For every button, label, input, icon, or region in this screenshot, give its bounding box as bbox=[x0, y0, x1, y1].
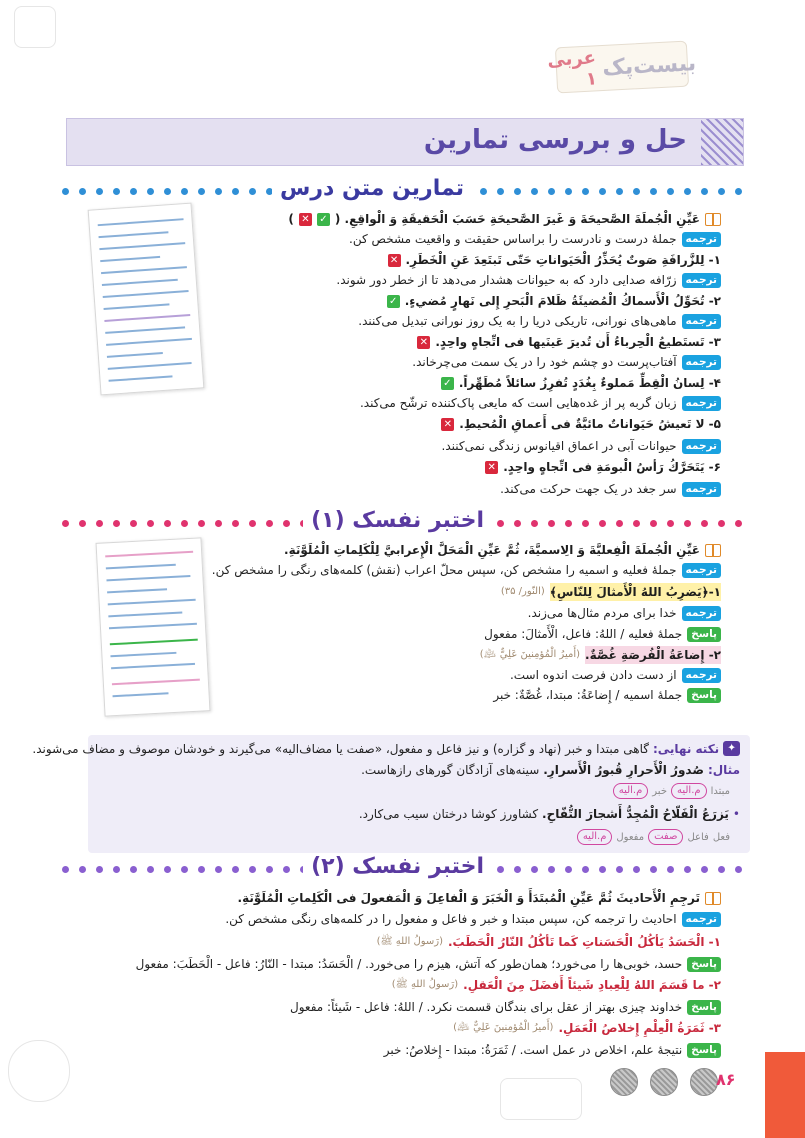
check-icon: ✓ bbox=[387, 295, 400, 308]
dot-divider bbox=[62, 520, 307, 528]
exercise-1-item: ۶- يَتَحَرَّكُ رَأسُ الْبومَةِ فی اتِّجاهٍ واحِدٍ. ✕ bbox=[485, 458, 721, 476]
exercise-2-question-1: ۱-﴿يَضرِبُ اللهُ الْأَمثالَ لِلنّاسِ﴾ (النّور/ ۳۵) bbox=[500, 585, 721, 599]
exercise-3-question-2: ۲- ما قَسَمَ اللهُ لِلْعِبادِ شَيئاً أَفضَلَ مِنَ الْعَقلِ. (رَسولُ اللهِ ﷺ) bbox=[391, 978, 721, 992]
decorative-frame bbox=[8, 1040, 70, 1102]
exercise-1-item: ۴- لِسانُ الْقِطِّ مَملوءٌ بِغُدَدٍ تُفرِزُ سائلاً مُطَهِّراً. ✓ bbox=[441, 374, 721, 392]
section-title-2: اختبر نفسک (۱) bbox=[303, 508, 492, 533]
brand-badge bbox=[546, 41, 697, 94]
page-edge-tab bbox=[765, 1052, 805, 1138]
exercise-1-item-translation: ترجمه زرّافه صدایی دارد که به حیوانات هشدار می‌دهد تا از خطر دور شوند. bbox=[336, 271, 721, 289]
cross-icon: ✕ bbox=[417, 336, 430, 349]
dot-divider bbox=[497, 866, 742, 874]
exercise-1-item: ۵- لا تَعيشُ حَيَواناتٌ مائيَّةٌ فی أَعماقِ الْمُحيطِ. ✕ bbox=[441, 415, 721, 433]
section-title-3: اختبر نفسک (۲) bbox=[303, 854, 492, 879]
translation-tag: ترجمه bbox=[682, 232, 721, 247]
exercise-1-instruction: عَيِّنِ الْجُملَةَ الصَّحيحَةَ وَ غَيرَ الصَّحيحَةِ حَسَبَ الْحَقيقَةِ وَ الْواقِعِ. ( ✓ ✕ ) bbox=[288, 210, 721, 228]
exercise-3-question-3-answer: پاسخ نتیجهٔ علم، اخلاص در عمل است. / ثَمَرَةُ: مبتدا - إِخلاصُ: خبر bbox=[384, 1041, 721, 1059]
textbook-page-thumbnail bbox=[96, 537, 211, 716]
note-icon: ✦ bbox=[723, 741, 740, 756]
final-note-box bbox=[32, 735, 750, 853]
exercise-2-translation: ترجمه جملهٔ فعلیه و اسمیه را مشخص کن، سپس محلّ اعراب (نقش) کلمه‌های رنگی را مشخص کن. bbox=[212, 561, 721, 579]
exercise-3-question-1: ۱- الْحَسَدُ يَأكُلُ الْحَسَناتِ كَما تَأكُلُ النّارُ الْحَطَبَ. (رَسولُ اللهِ ﷺ) bbox=[376, 935, 721, 949]
exercise-1-item-translation: ترجمه آفتاب‌پرست دو چشم خود را در یک سمت می‌چرخاند. bbox=[412, 353, 721, 371]
brand-part2: عربی ۱ bbox=[546, 47, 598, 90]
dot-divider bbox=[497, 520, 742, 528]
section-header-1 bbox=[62, 176, 742, 206]
exercise-1-item-translation: ترجمه حیوانات آبی در اعماق اقیانوس زندگی نمی‌کنند. bbox=[442, 437, 721, 455]
section-title-1: تمارین متن درس bbox=[272, 176, 472, 201]
note-example-1-tags: مبتدا م.الیه خبر م.الیه bbox=[613, 783, 730, 799]
bullet-icon: • bbox=[732, 807, 740, 821]
exercise-2-question-2-answer: پاسخ جملهٔ اسمیه / إِضاعَةُ: مبتدا، غُصَّةٌ: خبر bbox=[493, 686, 721, 704]
exercise-3-question-3: ۳- ثَمَرَةُ الْعِلْمِ إِخلاصُ الْعَمَلِ. (أَميرُ الْمُؤمِنينَ عَلِيٌّ ﵇) bbox=[453, 1021, 721, 1035]
section-header-2 bbox=[62, 508, 742, 538]
cross-icon: ✕ bbox=[441, 418, 454, 431]
exercise-3-question-1-answer: پاسخ حسد، خوبی‌ها را می‌خورد؛ همان‌طور که آتش، هیزم را می‌خورد. / الْحَسَدُ: مبتدا - النّارُ: فاعل - الْحَطَبَ: مفعول bbox=[136, 955, 721, 973]
exercise-1-translation: ترجمه جملهٔ درست و نادرست را براساس حقیقت و واقعیت مشخص کن. bbox=[349, 230, 721, 248]
exercise-2-question-1-translation: ترجمه خدا برای مردم مثال‌ها می‌زند. bbox=[528, 604, 721, 622]
note-text: ✦ نکته نهایی: گاهی مبتدا و خبر (نهاد و گزاره) و نیز فاعل و مفعول، «صفت یا مضاف‌الیه» می‌گیرند و خودشان موصوف و مضاف می‌شوند. bbox=[32, 741, 740, 756]
dot-divider bbox=[62, 866, 307, 874]
cross-icon: ✕ bbox=[299, 213, 312, 226]
book-icon bbox=[705, 213, 721, 226]
cross-icon: ✕ bbox=[388, 254, 401, 267]
exercise-1-item: ۲- تُحَوِّلُ الْأَسماكُ الْمُضيئَةُ ظَلامَ الْبَحرِ إِلى نَهارٍ مُضيءٍ. ✓ bbox=[387, 292, 721, 310]
check-icon: ✓ bbox=[317, 213, 330, 226]
decorative-frame bbox=[14, 6, 56, 48]
page-title-band bbox=[66, 118, 744, 166]
exercise-1-item: ۱- لِلزَّرافَةِ صَوتٌ يُحَذِّرُ الْحَيَواناتِ حَتّى تَبتَعِدَ عَنِ الْخَطَرِ. ✕ bbox=[388, 251, 721, 269]
exercise-2-question-2-translation: ترجمه از دست دادن فرصت اندوه است. bbox=[510, 666, 721, 684]
exercise-1-item: ۳- تَستَطيعُ الْحِرباءُ أَن تُديرَ عَينَيها فی اتِّجاهٍ واحِدٍ. ✕ bbox=[417, 333, 721, 351]
exercise-3-translation: ترجمه احادیث را ترجمه کن، سپس مبتدا و خبر و فاعل و مفعول را در کلمه‌های رنگی مشخص کن. bbox=[225, 910, 721, 928]
page-title: حل و بررسی تمارین bbox=[423, 125, 687, 155]
exercise-1-item-translation: ترجمه سر جغد در یک جهت حرکت می‌کند. bbox=[500, 480, 721, 498]
book-icon bbox=[705, 544, 721, 557]
note-example-2: • يَزرَعُ الْفَلّاحُ الْمُجِدُّ أَشجارَ التُّفّاحِ. کشاورز کوشا درختان سیب می‌کارد. bbox=[358, 807, 740, 821]
decorative-frame bbox=[500, 1078, 582, 1120]
note-example-2-tags: فعل فاعل صفت مفعول م.الیه bbox=[577, 829, 730, 845]
section-header-3 bbox=[62, 854, 742, 884]
exercise-2-instruction: عَيِّنِ الْجُملَةَ الْفِعليَّةَ وَ الِاسميَّةَ، ثُمَّ عَيِّنِ الْمَحَلَّ الْإِعرابيَّ لِلْكَلِماتِ الْمُلَوَّنَةِ. bbox=[284, 541, 721, 559]
exercise-2-question-1-answer: پاسخ جملهٔ فعلیه / اللهُ: فاعل، الْأَمثالَ: مفعول bbox=[484, 625, 721, 643]
dot-divider bbox=[62, 188, 290, 196]
textbook-page-thumbnail bbox=[88, 203, 205, 396]
page-number: ۸۶ bbox=[716, 1070, 736, 1089]
answer-tag: پاسخ bbox=[687, 627, 721, 642]
exercise-1-item-translation: ترجمه زبان گربه پر از غده‌هایی است که مایعی پاک‌کننده ترشّح می‌کند. bbox=[360, 394, 721, 412]
check-icon: ✓ bbox=[441, 377, 454, 390]
brand-part1: بیست‌پک bbox=[601, 50, 697, 81]
footer-circle-decoration bbox=[650, 1068, 678, 1096]
cross-icon: ✕ bbox=[485, 461, 498, 474]
exercise-2-question-2: ۲- إِضاعَةُ الْفُرصَةِ غُصَّةٌ. (أَميرُ الْمُؤمِنينَ عَلِيٌّ ﵇) bbox=[479, 648, 721, 662]
exercise-1-item-translation: ترجمه ماهی‌های نورانی، تاریکی دریا را به یک روز نورانی تبدیل می‌کنند. bbox=[358, 312, 721, 330]
footer-circle-decoration bbox=[610, 1068, 638, 1096]
book-icon bbox=[705, 892, 721, 905]
footer-circle-decoration bbox=[690, 1068, 718, 1096]
note-example-1: مثال: صُدورُ الْأَحرارِ قُبورُ الْأَسرارِ. سینه‌های آزادگان گورهای رازهاست. bbox=[361, 763, 740, 777]
exercise-3-instruction: تَرجِمِ الْأَحاديثَ ثُمَّ عَيِّنِ الْمُبتَدَأَ وَ الْخَبَرَ وَ الْفاعِلَ وَ الْمَفعولَ فی الْكَلِماتِ الْمُلَوَّنَةِ. bbox=[238, 889, 721, 907]
title-hatch-decoration bbox=[701, 119, 743, 165]
exercise-3-question-2-answer: پاسخ خداوند چیزی بهتر از عقل برای بندگان قسمت نکرد. / اللهُ: فاعل - شَيئاً: مفعول bbox=[290, 998, 721, 1016]
